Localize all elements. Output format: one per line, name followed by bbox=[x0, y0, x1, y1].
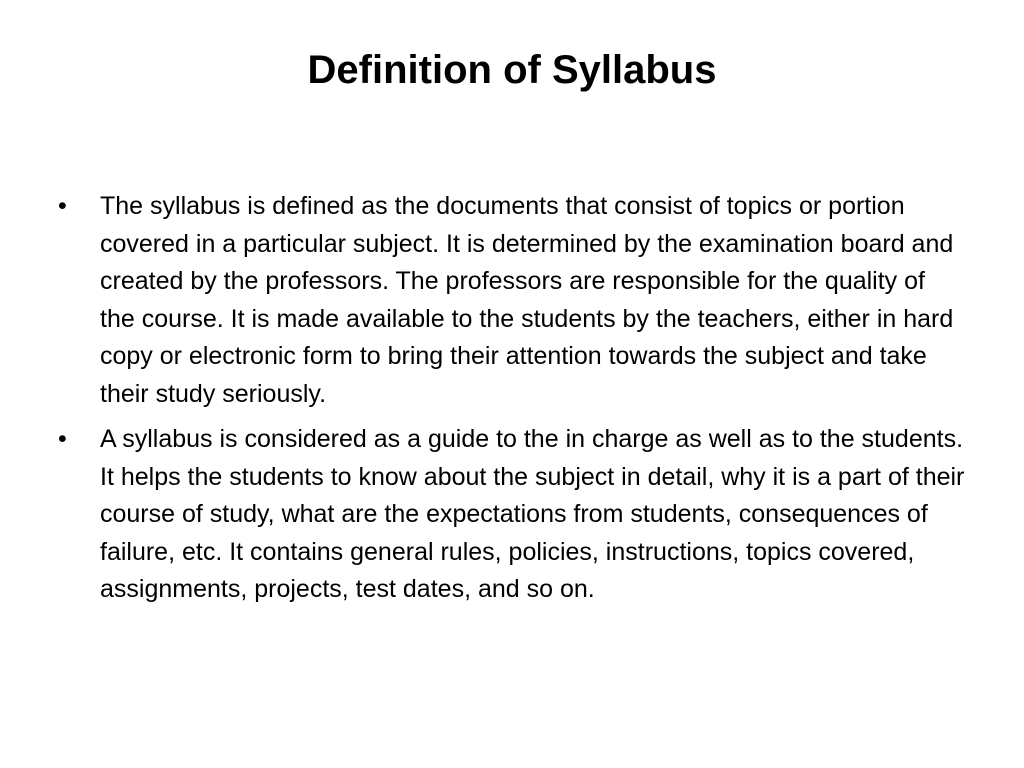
bullet-item bbox=[56, 421, 966, 609]
bullet-item bbox=[56, 188, 966, 413]
bullet-text: A syllabus is considered as a guide to the in charge as well as to the students. It helps the students to know about the subject in detail, why it is a part of their course of study, what are the expectations from students, consequences of failure, etc. It contains general rules, policies, instructions, topics covered, assignments, projects, test dates, and so on. bbox=[100, 425, 965, 603]
bullet-list bbox=[56, 188, 966, 617]
bullet-icon: • bbox=[58, 192, 67, 220]
bullet-text: The syllabus is defined as the documents that consist of topics or portion covered in a particular subject. It is determined by the examination board and created by the professors. The professors are responsible for the quality of the course. It is made available to the students by the teachers, either in hard copy or electronic form to bring their attention towards the subject and take their study seriously. bbox=[100, 192, 954, 408]
slide-title: Definition of Syllabus bbox=[307, 48, 717, 92]
bullet-icon: • bbox=[58, 425, 67, 453]
